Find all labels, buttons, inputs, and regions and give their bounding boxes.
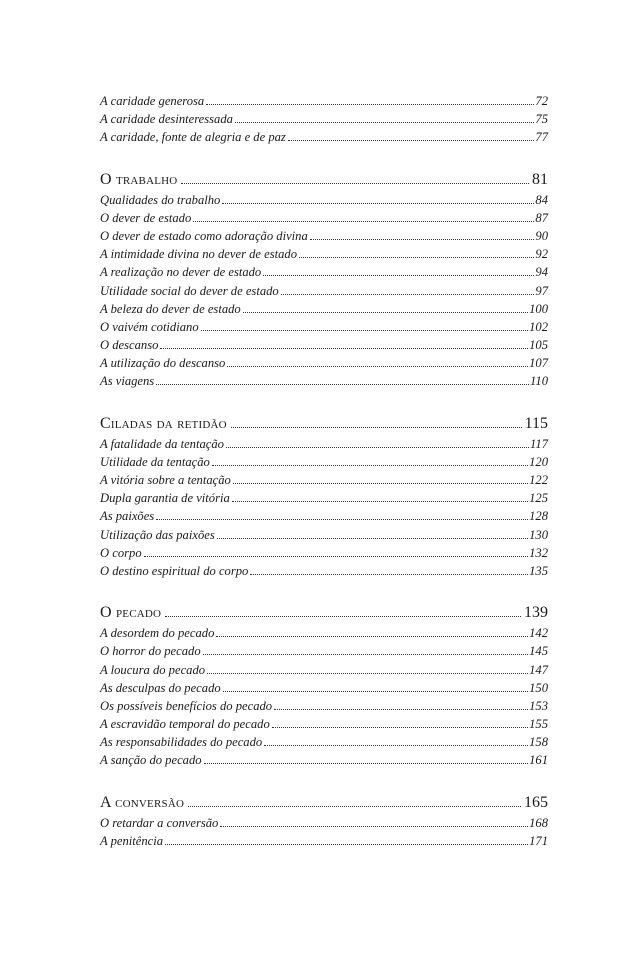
toc-entry[interactable]: [100, 562, 548, 580]
toc-entry-title: A fatalidade da tentação: [100, 436, 224, 451]
dot-leader: [144, 556, 528, 557]
toc-entry-title: As responsabilidades do pecado: [100, 735, 263, 750]
dot-leader: [299, 257, 534, 258]
dot-leader: [212, 465, 528, 466]
toc-entry[interactable]: [100, 128, 548, 146]
toc-entry-title: O dever de estado como adoração divina: [100, 228, 308, 243]
toc-entry-title: A caridade, fonte de alegria e de paz: [100, 130, 286, 145]
toc-entry-title: A sanção do pecado: [100, 753, 202, 768]
toc-entry-title: A penitência: [100, 833, 164, 848]
toc-chapter-page: 81: [532, 170, 548, 188]
dot-leader: [264, 745, 528, 746]
toc-entry[interactable]: [100, 814, 548, 832]
dot-leader: [216, 636, 528, 637]
toc-entry-page: 92: [535, 247, 548, 262]
toc-entry-page: 171: [529, 833, 548, 848]
toc-entry-page: 145: [529, 644, 548, 659]
toc-entry[interactable]: [100, 245, 548, 263]
toc-entry-page: 110: [530, 374, 548, 389]
toc-chapter-title: O pecado: [100, 604, 162, 622]
toc-entry-page: 135: [529, 563, 548, 578]
toc-entry-page: 120: [529, 454, 548, 469]
toc-chapter-title: A conversão: [100, 793, 185, 811]
toc-entry-title: O retardar a conversão: [100, 815, 219, 830]
toc-entry-title: A caridade desinteressada: [100, 112, 233, 127]
dot-leader: [201, 330, 528, 331]
toc-entry[interactable]: [100, 471, 548, 489]
toc-chapter-heading[interactable]: [100, 413, 548, 435]
toc-entry[interactable]: [100, 751, 548, 769]
table-of-contents: [100, 92, 548, 850]
toc-entry[interactable]: [100, 354, 548, 372]
toc-entry-title: O descanso: [100, 338, 159, 353]
toc-entry-page: 142: [529, 626, 548, 641]
toc-entry[interactable]: [100, 318, 548, 336]
toc-entry[interactable]: [100, 227, 548, 245]
toc-entry-title: A utilização do descanso: [100, 356, 226, 371]
toc-entry-page: 87: [535, 210, 548, 225]
dot-leader: [281, 294, 535, 295]
toc-entry[interactable]: [100, 679, 548, 697]
toc-chapter-title: Ciladas da retidão: [100, 414, 227, 432]
dot-leader: [203, 654, 528, 655]
toc-intro-entries: [100, 92, 548, 147]
dot-leader: [226, 447, 529, 448]
toc-entry[interactable]: [100, 544, 548, 562]
toc-chapter-page: 115: [524, 414, 548, 432]
toc-entry[interactable]: [100, 110, 548, 128]
dot-leader: [206, 104, 534, 105]
dot-leader: [220, 826, 528, 827]
toc-entry-title: A caridade generosa: [100, 94, 205, 108]
toc-chapter-section: [100, 602, 548, 770]
toc-chapter-heading[interactable]: [100, 602, 548, 624]
toc-entry[interactable]: [100, 733, 548, 751]
dot-leader: [193, 221, 534, 222]
toc-entry-title: As viagens: [100, 374, 155, 389]
toc-entry[interactable]: [100, 453, 548, 471]
toc-chapter-heading[interactable]: [100, 792, 548, 814]
toc-entry-title: O destino espiritual do corpo: [100, 563, 249, 578]
toc-entry[interactable]: [100, 624, 548, 642]
toc-entry[interactable]: [100, 191, 548, 209]
dot-leader: [204, 763, 529, 764]
toc-entry-title: A vitória sobre a tentação: [100, 473, 231, 487]
toc-entry-page: 90: [535, 228, 548, 243]
dot-leader: [243, 312, 528, 313]
dot-leader: [288, 140, 535, 141]
toc-chapter-section: [100, 169, 548, 391]
toc-chapter-section: [100, 792, 548, 850]
toc-entry-page: 117: [530, 436, 548, 451]
toc-entry[interactable]: [100, 209, 548, 227]
dot-leader: [181, 183, 529, 184]
toc-entry-page: 147: [529, 662, 548, 677]
dot-leader: [227, 366, 528, 367]
toc-entry-title: O corpo: [100, 545, 142, 560]
toc-entry-title: A desordem do pecado: [100, 626, 215, 641]
toc-entry-title: Utilidade social do dever de estado: [100, 283, 279, 298]
dot-leader: [274, 709, 528, 710]
toc-entry-title: O vaivém cotidiano: [100, 319, 199, 334]
toc-entry-title: Os possíveis benefícios do pecado: [100, 698, 273, 713]
toc-entry-page: 168: [529, 815, 548, 830]
toc-entry-page: 125: [529, 491, 548, 506]
dot-leader: [310, 239, 535, 240]
toc-entry-page: 72: [535, 94, 548, 108]
toc-entry[interactable]: [100, 642, 548, 660]
toc-entry[interactable]: [100, 336, 548, 354]
toc-chapter-page: 165: [524, 793, 548, 811]
toc-entry[interactable]: [100, 661, 548, 679]
toc-entry-page: 97: [535, 283, 548, 298]
toc-entry-title: O dever de estado: [100, 210, 192, 225]
toc-entry-page: 158: [529, 735, 548, 750]
toc-entry-page: 102: [529, 319, 548, 334]
toc-entry[interactable]: [100, 489, 548, 507]
toc-entry-title: Qualidades do trabalho: [100, 192, 221, 207]
toc-entry-page: 105: [529, 338, 548, 353]
toc-entry[interactable]: [100, 92, 548, 110]
dot-leader: [222, 203, 534, 204]
toc-entry-title: A beleza do dever de estado: [100, 301, 241, 316]
toc-entry-title: Utilização das paixões: [100, 527, 215, 542]
dot-leader: [223, 691, 528, 692]
toc-entry[interactable]: [100, 300, 548, 318]
dot-leader: [160, 348, 528, 349]
dot-leader: [156, 384, 529, 385]
toc-entry[interactable]: [100, 715, 548, 733]
dot-leader: [263, 275, 534, 276]
toc-entry-title: Utilidade da tentação: [100, 454, 210, 469]
toc-entry[interactable]: [100, 832, 548, 850]
toc-entry-title: A realização no dever de estado: [100, 265, 262, 280]
toc-chapter-title: O trabalho: [100, 170, 178, 188]
toc-entry-page: 94: [535, 265, 548, 280]
toc-entry-title: A escravidão temporal do pecado: [100, 717, 270, 732]
toc-sections: [100, 169, 548, 850]
toc-entry-title: O horror do pecado: [100, 644, 201, 659]
dot-leader: [232, 501, 528, 502]
toc-entry[interactable]: [100, 697, 548, 715]
toc-entry[interactable]: [100, 435, 548, 453]
toc-entry-page: 130: [529, 527, 548, 542]
dot-leader: [233, 483, 528, 484]
toc-entry[interactable]: [100, 372, 548, 390]
toc-entry-page: 132: [529, 545, 548, 560]
dot-leader: [165, 616, 521, 617]
dot-leader: [188, 806, 521, 807]
toc-chapter-page: 139: [524, 604, 548, 622]
toc-entry[interactable]: [100, 263, 548, 281]
toc-entry-page: 153: [529, 698, 548, 713]
toc-entry-page: 77: [535, 130, 548, 145]
toc-entry-page: 122: [529, 473, 548, 487]
toc-entry-title: A intimidade divina no dever de estado: [100, 247, 298, 262]
dot-leader: [231, 427, 522, 428]
toc-entry-page: 128: [529, 509, 548, 524]
toc-entry[interactable]: [100, 526, 548, 544]
toc-entry-title: As paixões: [100, 509, 155, 524]
toc-entry-page: 75: [535, 112, 548, 127]
toc-entry[interactable]: [100, 282, 548, 300]
toc-entry-title: As desculpas do pecado: [100, 680, 221, 695]
toc-entry-page: 155: [529, 717, 548, 732]
toc-entry-page: 100: [529, 301, 548, 316]
dot-leader: [156, 519, 528, 520]
dot-leader: [272, 727, 528, 728]
dot-leader: [217, 538, 528, 539]
toc-entry-page: 107: [529, 356, 548, 371]
toc-entry-page: 84: [535, 192, 548, 207]
dot-leader: [165, 844, 528, 845]
toc-entry-title: Dupla garantia de vitória: [100, 491, 230, 506]
toc-chapter-heading[interactable]: [100, 169, 548, 191]
dot-leader: [235, 122, 534, 123]
dot-leader: [207, 673, 528, 674]
toc-chapter-section: [100, 413, 548, 581]
toc-entry[interactable]: [100, 507, 548, 525]
toc-entry-title: A loucura do pecado: [100, 662, 206, 677]
toc-entry-page: 161: [529, 753, 548, 768]
toc-entry-page: 150: [529, 680, 548, 695]
dot-leader: [250, 574, 528, 575]
